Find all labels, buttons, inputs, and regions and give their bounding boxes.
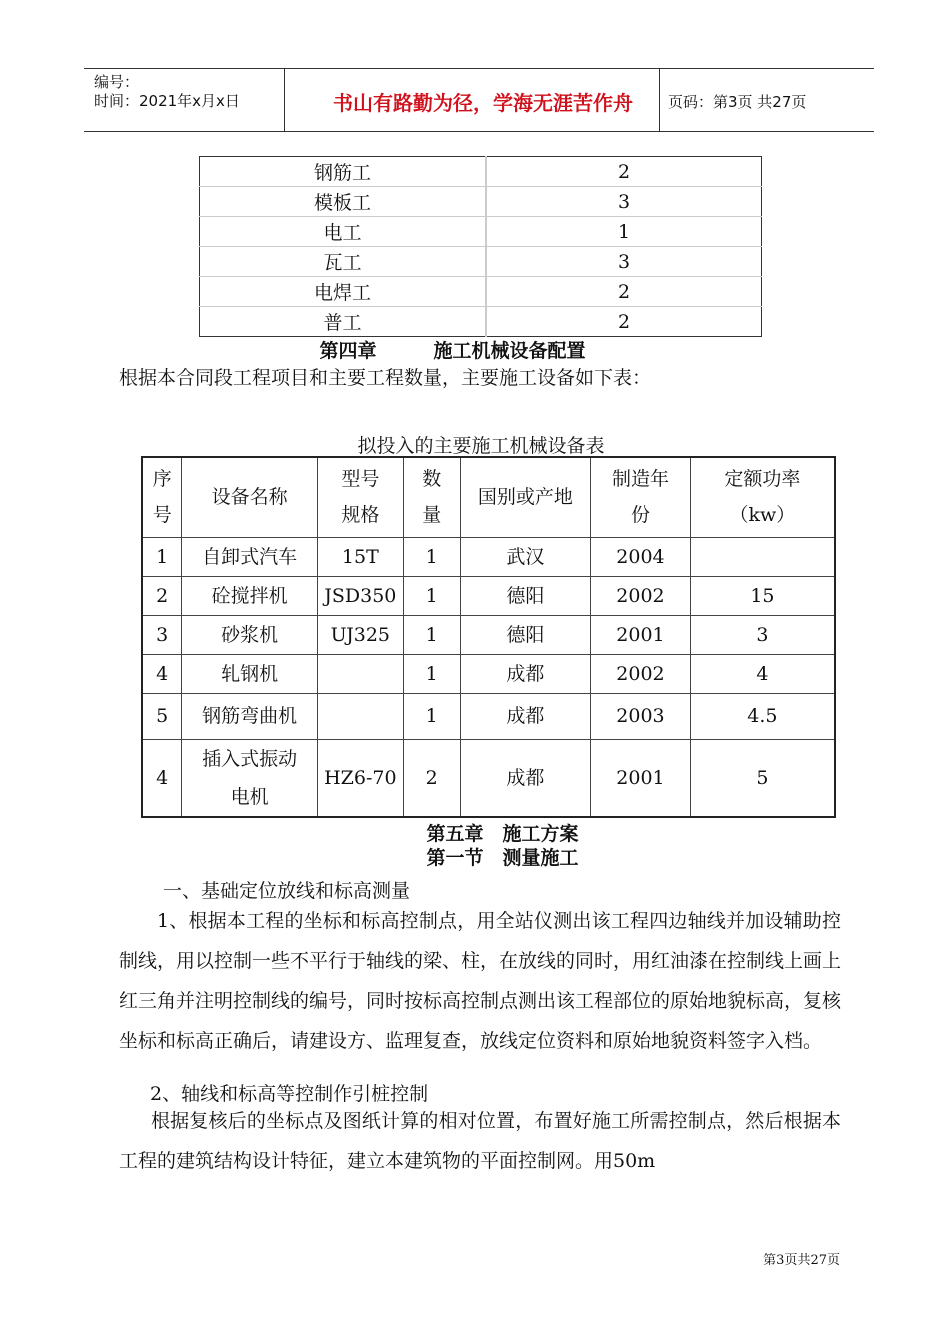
- name-line: 砂浆机: [221, 623, 279, 646]
- header-page-info: 页码：第3页 共27页: [668, 93, 807, 111]
- table-row: [200, 187, 762, 217]
- header-number: 编号：: [94, 73, 140, 91]
- header-time: 时间：2021年x月x日: [94, 92, 240, 110]
- paragraph-2: 根据复核后的坐标点及图纸计算的相对位置，布置好施工所需控制点，然后根据本工程的建筑结构设计特征，建立本建筑物的平面控制网。用50m: [119, 1110, 841, 1172]
- header-origin: 国别或产地: [460, 457, 590, 537]
- table-row: [200, 157, 762, 187]
- count-cell: 3: [486, 247, 762, 277]
- page-header: [84, 68, 874, 132]
- no-cell: 3: [142, 615, 182, 654]
- model-cell: HZ6-70: [317, 739, 403, 817]
- chapter4-intro: 根据本合同段工程项目和主要工程数量，主要施工设备如下表：: [119, 367, 652, 389]
- year-cell: 2002: [591, 654, 691, 693]
- origin-cell: 成都: [460, 739, 590, 817]
- table-header-row: [142, 457, 835, 537]
- chapter5-section: 第一节 测量施工: [426, 847, 579, 869]
- header-model: 型号 规格: [317, 457, 403, 537]
- table-row: [200, 277, 762, 307]
- power-cell: 3: [690, 615, 835, 654]
- name-cell: [182, 576, 317, 615]
- name-cell: [182, 615, 317, 654]
- qty-cell: 1: [403, 576, 460, 615]
- no-cell: 4: [142, 654, 182, 693]
- header-qty: 数 量: [403, 457, 460, 537]
- year-cell: 2004: [591, 537, 691, 576]
- year-cell: 2001: [591, 615, 691, 654]
- power-cell: 5: [690, 739, 835, 817]
- trade-cell: 电焊工: [200, 277, 487, 307]
- no-cell: 1: [142, 537, 182, 576]
- chapter4-title: 第四章 施工机械设备配置: [319, 340, 586, 362]
- year-cell: 2003: [591, 693, 691, 739]
- table-row: [200, 247, 762, 277]
- table-row: [142, 693, 835, 739]
- equipment-table: [141, 456, 836, 818]
- name-cell: [182, 537, 317, 576]
- power-cell: 4.5: [690, 693, 835, 739]
- trade-cell: 钢筋工: [200, 157, 487, 187]
- power-cell: [690, 537, 835, 576]
- header-no: 序 号: [142, 457, 182, 537]
- header-motto: 书山有路勤为径，学海无涯苦作舟: [333, 91, 633, 115]
- power-cell: 4: [690, 654, 835, 693]
- model-cell: JSD350: [317, 576, 403, 615]
- table-row: [142, 537, 835, 576]
- header-power: 定额功率 （kw）: [690, 457, 835, 537]
- chapter5-title: 第五章 施工方案: [426, 823, 579, 845]
- origin-cell: 德阳: [460, 615, 590, 654]
- name-line: 钢筋弯曲机: [202, 705, 298, 727]
- no-cell: 4: [142, 739, 182, 817]
- heading-1: 一、基础定位放线和标高测量: [163, 880, 411, 902]
- table-row: [142, 654, 835, 693]
- origin-cell: 武汉: [460, 537, 590, 576]
- count-cell: 3: [486, 187, 762, 217]
- trade-cell: 瓦工: [200, 247, 487, 277]
- qty-cell: 1: [403, 693, 460, 739]
- no-cell: 5: [142, 693, 182, 739]
- model-cell: UJ325: [317, 615, 403, 654]
- model-cell: 15T: [317, 537, 403, 576]
- name-line: 自卸式汽车: [202, 545, 298, 568]
- name-line: 轧钢机: [221, 662, 279, 685]
- count-cell: 1: [486, 217, 762, 247]
- header-divider: [284, 69, 285, 131]
- origin-cell: 德阳: [460, 576, 590, 615]
- header-name: 设备名称: [182, 457, 317, 537]
- name-cell: [182, 654, 317, 693]
- header-year: 制造年 份: [591, 457, 691, 537]
- paragraph-1: 1、根据本工程的坐标和标高控制点，用全站仪测出该工程四边轴线并加设辅助控制线，用以控制一些不平行于轴线的梁、柱，在放线的同时，用红油漆在控制线上画上红三角并注明控制线的编号，同时按标高控制点测出该工程部位的原始地貌标高，复核坐标和标高正确后，请建设方、监理复查，放线定位资料和原始地貌资料签字入档。: [119, 910, 842, 1052]
- table-row: [142, 576, 835, 615]
- count-cell: 2: [486, 157, 762, 187]
- table-row: [142, 615, 835, 654]
- year-cell: 2001: [591, 739, 691, 817]
- year-cell: 2002: [591, 576, 691, 615]
- name-cell: [182, 739, 317, 817]
- qty-cell: 1: [403, 654, 460, 693]
- qty-cell: 1: [403, 537, 460, 576]
- trade-cell: 电工: [200, 217, 487, 247]
- name-line: 电机: [230, 785, 269, 808]
- table-row: [200, 217, 762, 247]
- model-cell: [317, 654, 403, 693]
- trade-cell: 模板工: [200, 187, 487, 217]
- origin-cell: 成都: [460, 654, 590, 693]
- table-row: [200, 307, 762, 337]
- power-cell: 15: [690, 576, 835, 615]
- count-cell: 2: [486, 277, 762, 307]
- table-row: [142, 739, 835, 817]
- name-line: 插入式振动: [202, 747, 298, 770]
- origin-cell: 成都: [460, 693, 590, 739]
- heading-2: 2、轴线和标高等控制作引桩控制: [150, 1083, 429, 1105]
- qty-cell: 1: [403, 615, 460, 654]
- qty-cell: 2: [403, 739, 460, 817]
- equipment-table-caption: 拟投入的主要施工机械设备表: [357, 435, 605, 457]
- header-meta: [94, 73, 240, 111]
- count-cell: 2: [617, 310, 631, 333]
- footer-page-info: 第3页共27页: [763, 1253, 840, 1268]
- no-cell: 2: [142, 576, 182, 615]
- model-cell: [317, 693, 403, 739]
- trade-cell: 普工: [200, 307, 487, 337]
- name-line: 砼搅拌机: [211, 584, 288, 607]
- workers-table: [199, 156, 762, 337]
- name-cell: [182, 693, 317, 739]
